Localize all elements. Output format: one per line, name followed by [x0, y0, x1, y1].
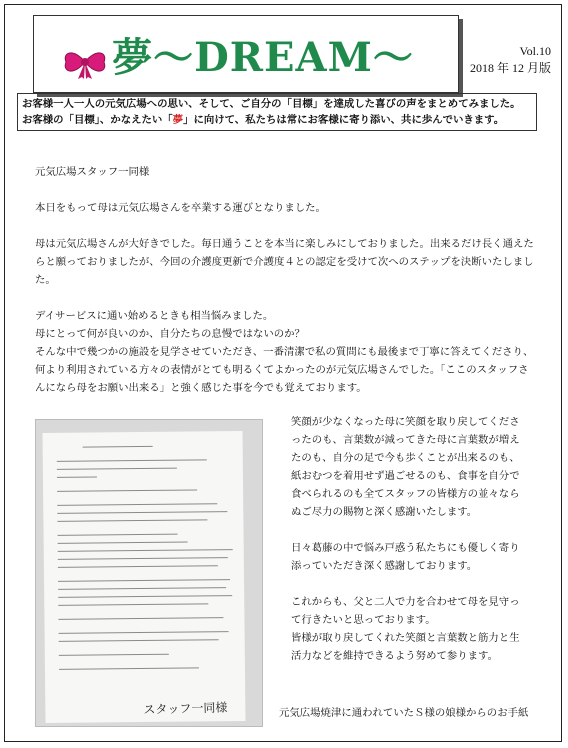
- intro-line-2-a: お客様の「目標」、かなえたい「: [22, 114, 173, 126]
- intro-line-1: お客様一人一人の元気広場への思い、そして、ご自分の「目標」を達成した喜びの声をまとめてみました。: [22, 98, 521, 110]
- right-paragraph-3b: 皆様が取り戻してくれた笑顔と言葉数と筋力と生活力などを維持できるよう努めて参ります。: [291, 632, 520, 662]
- letter-body: [35, 163, 535, 397]
- letter-paragraph-1: 本日をもって母は元気広場さんを卒業する運びとなりました。: [35, 202, 326, 214]
- intro-line-2-b: 」に向けて、私たちは常にお客様に寄り添い、共に歩んでいきます。: [183, 114, 505, 126]
- page-title: 夢～DREAM～: [112, 33, 414, 81]
- letter-paragraph-3b: 母にとって何が良いのか、自分たちの息慢ではないのか？: [35, 328, 305, 340]
- letter-paper: [42, 431, 245, 723]
- issue-volume: Vol.10: [519, 44, 551, 58]
- letter-paragraph-2: 母は元気広場さんが大好きでした。毎日通うことを本当に楽しみにしておりました。出来るだけ長く通えたらと願っておりましたが、今回の介護度更新で介護度４との認定を受けて次へのステップを決断いたしました。: [35, 238, 534, 286]
- letter-paragraph-3a: デイサービスに通い始めるときも相当悩みました。: [35, 310, 274, 322]
- issue-info: [470, 43, 551, 77]
- letter-salutation: 元気広場スタッフ一同様: [35, 166, 150, 178]
- right-paragraph-2: 日々葛藤の中で悩み戸惑う私たちにも優しく寄り添っていただき深く感謝しております。: [291, 542, 520, 572]
- letter-continued: [291, 413, 529, 665]
- intro-box: [17, 93, 537, 131]
- right-paragraph-1: 笑顔が少なくなった母に笑顔を取り戻してくださったのも、言葉数が減ってきた母に言葉数が増えたのも、自分の足で今も歩くことが出来るのも、紙おむつを着用せず過ごせるのも、食事を自分で食べられるのも全てスタッフの皆様方の並々ならぬご尽力の賜物と深く感謝いたします。: [291, 416, 520, 518]
- letter-paragraph-3c: そんな中で幾つかの施設を見学させていただき、一番清潔で私の質問にも最後まで丁寧に答えてくださり、何より利用されている方々の表情がとても明るくてよかったのが元気広場さんでした。「ここのスタッフさんになら母をお願い出来る」と強く感じた事を今でも覚えております。: [35, 346, 534, 394]
- newsletter-page: [4, 4, 562, 742]
- intro-line-2: [22, 112, 532, 128]
- title-banner: [33, 15, 459, 93]
- photo-caption: 元気広場焼津に通われていたＳ様の娘様からのお手紙: [279, 707, 529, 719]
- handwritten-letter-photo: [35, 419, 263, 727]
- issue-date: 2018 年 12 月版: [469, 61, 551, 75]
- right-paragraph-3a: これからも、父と二人で力を合わせて母を見守って行きたいと思っております。: [291, 596, 520, 626]
- signature: スタッフ一同様: [143, 700, 228, 717]
- dream-highlight: 夢: [172, 114, 184, 126]
